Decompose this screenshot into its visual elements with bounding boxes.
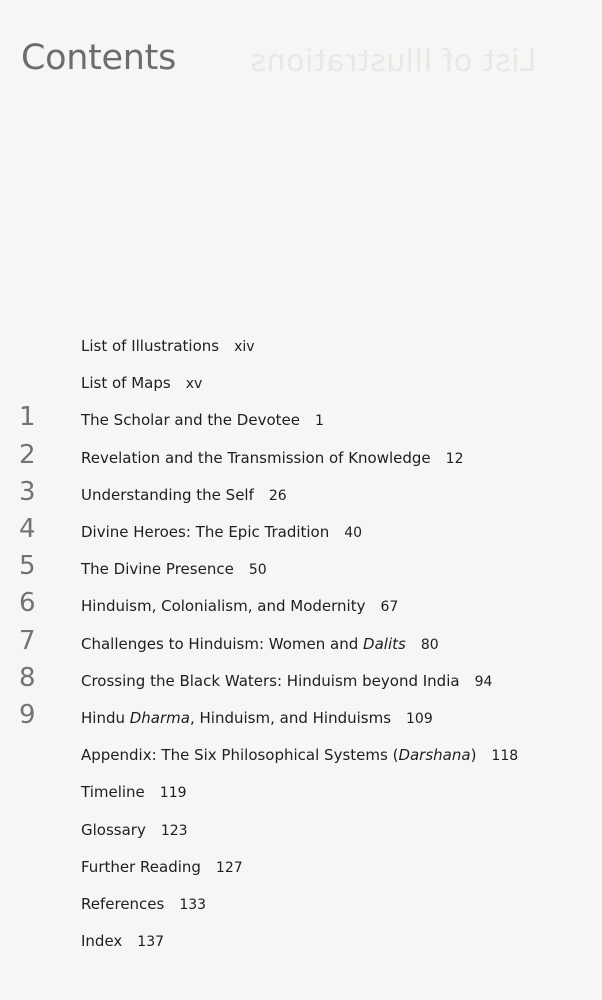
entry-title [81, 410, 324, 431]
page-number: 26 [268, 487, 287, 504]
entry-title [81, 894, 206, 915]
chapter-number: 3 [19, 476, 36, 507]
entry-title [81, 634, 439, 655]
toc-entry [0, 476, 602, 509]
entry-title [81, 448, 464, 469]
entry-title-part: ) [470, 746, 477, 765]
toc-entry [0, 702, 602, 732]
entry-title [81, 485, 287, 506]
entry-title-part: List of Maps [81, 374, 171, 393]
page-number: 133 [179, 897, 207, 913]
entry-title-italic: Darshana [398, 746, 471, 765]
entry-title-part: Crossing the Black Waters: Hinduism beyond India [81, 671, 460, 690]
page-number: 127 [215, 859, 243, 876]
chapter-number: 5 [19, 551, 36, 582]
chapter-number: 7 [19, 625, 36, 656]
entry-title [81, 336, 255, 357]
page-number: 109 [406, 711, 433, 727]
entry-title [81, 857, 243, 878]
entry-title [81, 820, 188, 841]
page-number: 118 [491, 748, 519, 765]
page-number: 40 [344, 525, 363, 541]
entry-title [81, 745, 518, 766]
toc-entry [0, 776, 602, 806]
toc-entry [0, 439, 602, 472]
entry-title-part: , Hinduism, and Hinduisms [189, 709, 392, 727]
chapter-number: 4 [19, 514, 36, 544]
chapter-number: 8 [19, 662, 36, 693]
toc-entry [0, 925, 602, 955]
page-number: 137 [137, 934, 165, 951]
entry-title-part: Hinduism, Colonialism, and Modernity [81, 597, 366, 616]
entry-title-part: Index [81, 932, 123, 951]
entry-title-part: The Divine Presence [81, 560, 234, 579]
entry-title-part: Glossary [81, 820, 146, 839]
page-number: xv [185, 376, 203, 393]
entry-title [81, 931, 164, 952]
toc-entry [0, 516, 602, 546]
toc-entry [0, 851, 602, 881]
chapter-number: 2 [19, 439, 36, 470]
toc-entry [0, 330, 602, 360]
entry-title [81, 559, 267, 580]
toc-entry [0, 888, 602, 918]
entry-title [81, 708, 433, 729]
entry-title-italic: Dalits [363, 634, 406, 653]
entry-title-part: Appendix: The Six Philosophical Systems ( [81, 746, 399, 765]
page-number: 50 [248, 562, 267, 579]
entry-title [81, 782, 187, 803]
entry-title-part: Challenges to Hinduism: Women and [81, 634, 364, 653]
entry-title-part: Further Reading [81, 857, 201, 876]
toc-entry [0, 590, 602, 620]
entry-title-part: Timeline [81, 783, 145, 802]
page-number: 80 [420, 636, 439, 653]
entry-title [81, 522, 362, 543]
entry-title-part: Revelation and the Transmission of Knowledge [81, 448, 431, 467]
entry-title-part: The Scholar and the Devotee [81, 411, 300, 430]
entry-title [81, 596, 398, 617]
page-number: 67 [380, 599, 399, 616]
page-number: 94 [474, 673, 493, 690]
toc-entry [0, 367, 602, 397]
entry-title-italic: Dharma [129, 709, 190, 727]
entry-title [81, 373, 202, 394]
page-number: xiv [234, 339, 255, 355]
toc-entry [0, 739, 602, 769]
entry-title-part: Divine Heroes: The Epic Tradition [81, 523, 330, 541]
page-number: 1 [314, 413, 324, 430]
entry-title-part: References [81, 895, 165, 913]
chapter-number: 1 [19, 402, 36, 433]
entry-title-part: Understanding the Self [81, 485, 254, 504]
entry-title-part: Hindu [81, 709, 130, 727]
toc-entry [0, 404, 602, 434]
chapter-number: 6 [19, 588, 36, 619]
toc-entry [0, 662, 602, 695]
page-number: 12 [445, 450, 464, 467]
page-number: 119 [159, 785, 187, 802]
entry-title-part: List of Illustrations [81, 337, 220, 355]
chapter-number: 9 [19, 700, 36, 730]
toc-entry [0, 625, 602, 658]
page-title: Contents [21, 38, 177, 78]
entry-title [81, 671, 492, 692]
toc-entry [0, 814, 602, 844]
toc-entry [0, 553, 602, 583]
page-number: 123 [160, 822, 188, 839]
show-through-text: List of Illustrations [250, 44, 537, 79]
